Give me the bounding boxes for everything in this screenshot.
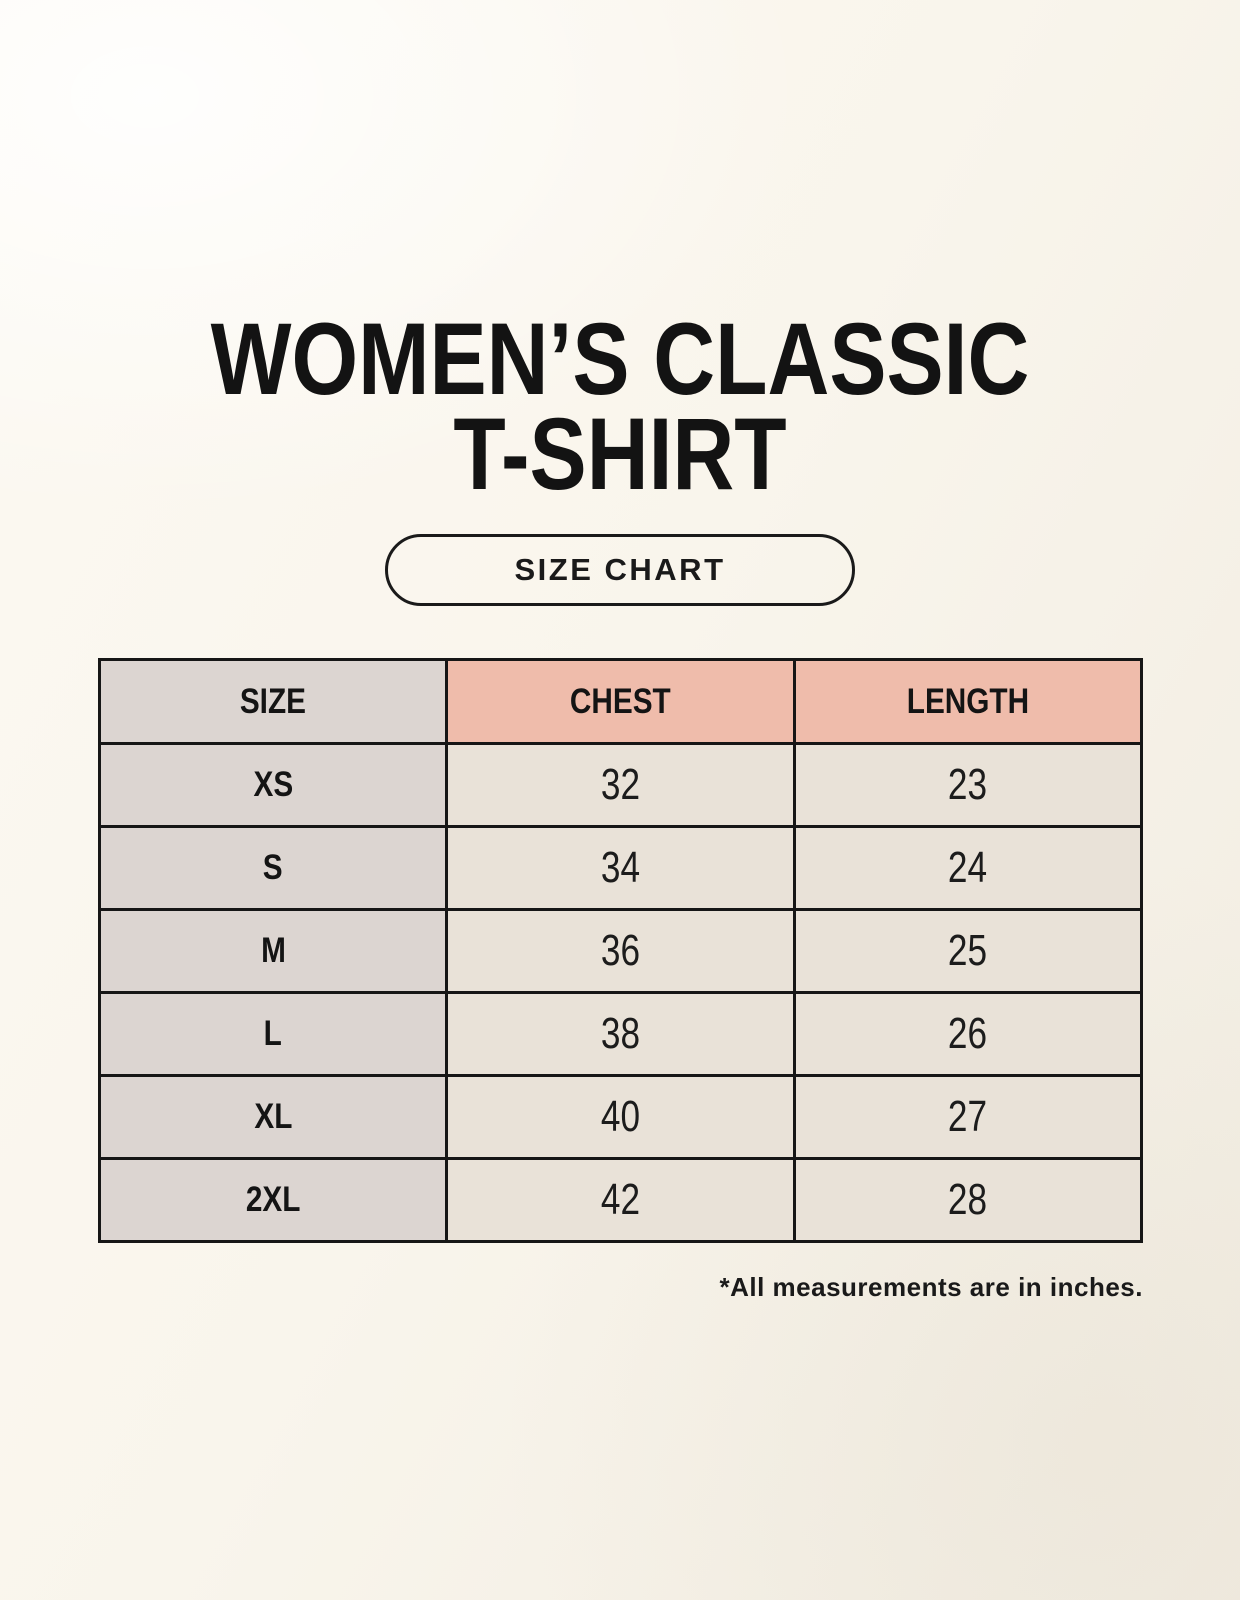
size-label-cell: 2XL	[100, 1159, 447, 1242]
table-header-row	[100, 660, 1142, 744]
length-value-cell: 26	[794, 993, 1141, 1076]
chest-value-cell: 40	[447, 1076, 794, 1159]
length-value-cell: 28	[794, 1159, 1141, 1242]
length-value-cell: 25	[794, 910, 1141, 993]
page-title	[0, 302, 1240, 511]
length-value-cell: 23	[794, 744, 1141, 827]
table-row	[100, 910, 1142, 993]
table-row	[100, 1159, 1142, 1242]
table-row	[100, 744, 1142, 827]
size-label-cell: XS	[100, 744, 447, 827]
size-label-cell: S	[100, 827, 447, 910]
page-title-line-1: WOMEN’S CLASSIC	[210, 302, 1030, 416]
chest-value-cell: 42	[447, 1159, 794, 1242]
page-title-line-2: T-SHIRT	[453, 396, 787, 511]
size-chart-button-label: SIZE CHART	[514, 552, 726, 587]
size-label-cell: L	[100, 993, 447, 1076]
column-header-size: SIZE	[100, 660, 447, 744]
chest-value-cell: 38	[447, 993, 794, 1076]
table-row	[100, 827, 1142, 910]
chest-value-cell: 36	[447, 910, 794, 993]
size-chart-button[interactable]	[385, 534, 855, 606]
length-value-cell: 24	[794, 827, 1141, 910]
size-label-cell: M	[100, 910, 447, 993]
table-row	[100, 993, 1142, 1076]
footnote: *All measurements are in inches.	[719, 1272, 1143, 1302]
chest-value-cell: 32	[447, 744, 794, 827]
column-header-length: LENGTH	[794, 660, 1141, 744]
length-value-cell: 27	[794, 1076, 1141, 1159]
chest-value-cell: 34	[447, 827, 794, 910]
size-chart-table	[98, 658, 1143, 1243]
column-header-chest: CHEST	[447, 660, 794, 744]
size-label-cell: XL	[100, 1076, 447, 1159]
table-row	[100, 1076, 1142, 1159]
